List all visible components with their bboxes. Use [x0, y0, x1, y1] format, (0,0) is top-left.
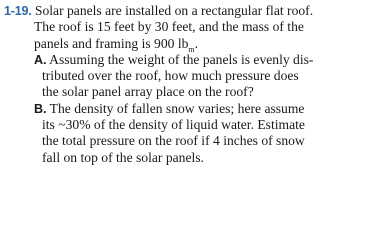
part-b-label: B. [34, 101, 47, 116]
textbook-problem [4, 3, 380, 166]
part-a-text: the solar panel array place on the roof? [42, 84, 254, 100]
problem-line [4, 36, 380, 52]
part-b-line [4, 101, 380, 117]
problem-line [4, 19, 380, 35]
part-a-line [4, 84, 380, 100]
part-b-text: fall on top of the solar panels. [42, 149, 204, 165]
part-a-line [4, 52, 380, 68]
mass-unit-subscript: m [188, 44, 195, 54]
part-a-line [4, 68, 380, 84]
part-b-line [4, 133, 380, 149]
problem-number: 1-19. [4, 4, 32, 18]
part-a-text: Assuming the weight of the panels is evenly dis- [49, 51, 314, 67]
part-b-text: its ~30% of the density of liquid water. Estimate [42, 117, 305, 133]
problem-intro-text: Solar panels are installed on a rectangular flat roof. [34, 3, 314, 18]
sentence-end: . [194, 35, 199, 51]
part-b-text: the total pressure on the roof if 4 inches of snow [42, 133, 305, 149]
problem-intro-text: panels and framing is 900 lb [34, 35, 189, 51]
part-b-line [4, 150, 380, 166]
part-a-label: A. [34, 52, 47, 67]
problem-line [4, 3, 380, 19]
part-b-text: The density of fallen snow varies; here assume [49, 100, 305, 116]
part-a-text: tributed over the roof, how much pressure does [42, 68, 299, 84]
part-b-line [4, 117, 380, 133]
problem-intro-text: The roof is 15 feet by 30 feet, and the mass of the [34, 19, 304, 35]
